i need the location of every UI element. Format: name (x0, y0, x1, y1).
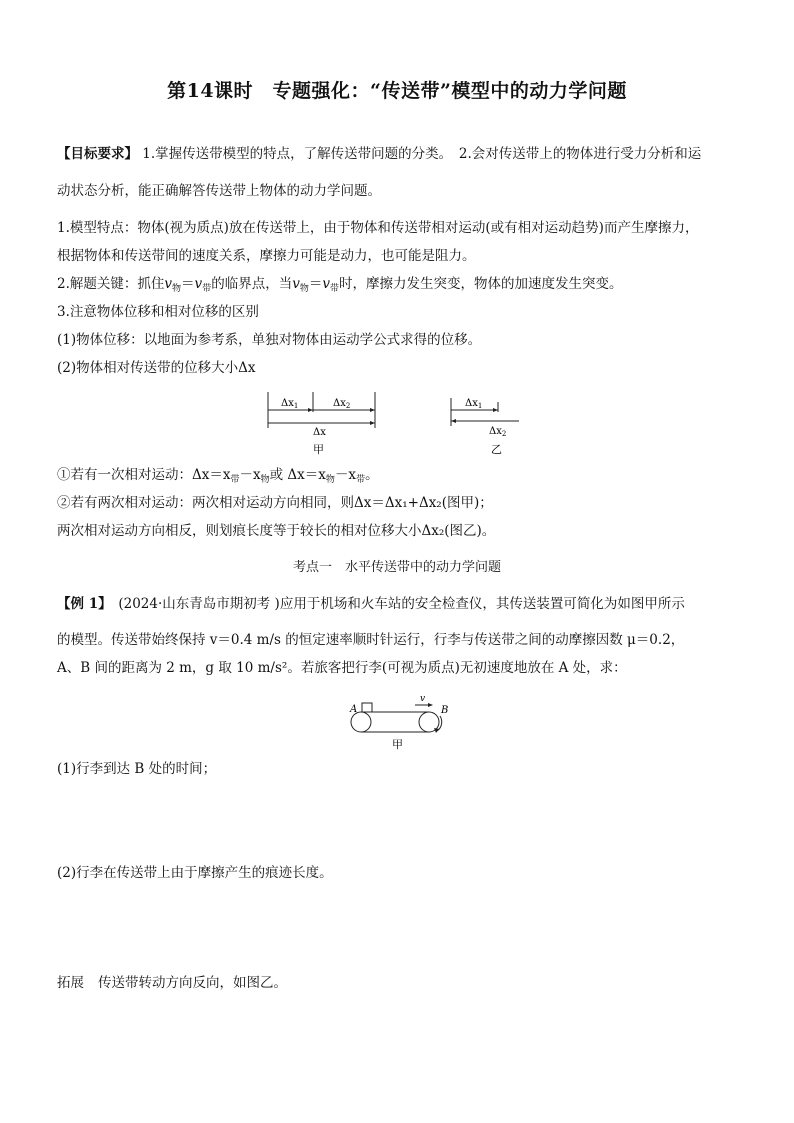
label-A: A (350, 704, 358, 715)
sub-wu: 物 (172, 284, 182, 294)
label-B: B (441, 705, 449, 716)
goal-line-1 (57, 145, 701, 163)
relative-2: ②若有两次相对运动：两次相对运动方向相同，则Δx＝Δx₁+Δx₂(图甲)； (57, 495, 493, 511)
label-v: v (420, 694, 426, 704)
example-line-2: 的模型。传送带始终保持 v＝0.4 m/s 的恒定速率顺时针运行，行李与传送带之间的动摩擦因数 μ＝0.2， (57, 632, 685, 648)
goal-line-2: 动状态分析，能正确解答传送带上物体的动力学问题。 (57, 183, 381, 199)
label-yi-dx1: $\Delta x_1$ (465, 398, 483, 410)
conveyor-figure (345, 690, 455, 752)
question-2: (2)行李在传送带上由于摩擦产生的痕迹长度。 (57, 865, 333, 881)
example-line-1 (57, 595, 685, 613)
example-line-3: A、B 间的距离为 2 m，g 取 10 m/s²。若旅客把行李(可视为质点)无初速度地放在 A 处，求： (57, 660, 627, 676)
eq-sign: ＝ (308, 276, 323, 292)
label-jia-2: 甲 (392, 738, 403, 751)
extension-line (57, 974, 287, 992)
var-v: v (322, 276, 330, 292)
section-heading: 考点一 水平传送带中的动力学问题 (292, 560, 501, 575)
point-2-post: 时，摩擦力发生突变，物体的加速度发生突变。 (339, 276, 623, 292)
point-2 (57, 275, 623, 298)
sub-dai: 带 (330, 284, 340, 294)
example-tag: 【例 1】 (57, 596, 105, 612)
point-2-mid: 的临界点，当 (211, 276, 293, 292)
figure-jia (268, 392, 375, 456)
extension-text: 传送带转动方向反向，如图乙。 (98, 975, 287, 991)
point-3a: (1)物体位移：以地面为参考系，单独对物体由运动学公式求得的位移。 (57, 332, 482, 348)
extension-tag: 拓展 (57, 975, 84, 991)
sub-wu: 物 (299, 284, 309, 294)
point-1b: 根据物体和传送带间的速度关系，摩擦力可能是动力，也可能是阻力。 (57, 248, 476, 264)
figure-yi (451, 398, 519, 456)
left-roller (351, 712, 371, 732)
example-text-1: (2024·山东青岛市期初考 )应用于机场和火车站的安全检查仪，其传送装置可简化为如图甲所示 (104, 596, 685, 612)
page-title: 第14课时 专题强化：“传送带”模型中的动力学问题 (167, 80, 627, 102)
relative-1: ①若有一次相对运动：$\Delta x=x_带-x_物$或 $\Delta x=x_物-x_带$。 (57, 467, 379, 485)
relative-displacement-figure (255, 390, 535, 462)
relative-3: 两次相对运动方向相反，则划痕长度等于较长的相对位移大小Δx₂(图乙)。 (57, 523, 496, 539)
label-yi-dx2: $\Delta x_2$ (489, 426, 507, 438)
label-dx: Δx (313, 427, 326, 438)
eq-sign: ＝ (181, 276, 195, 292)
point-1a: 1.模型特点：物体(视为质点)放在传送带上，由于物体和传送带相对运动(或有相对运动趋势)而产生摩擦力， (57, 220, 699, 236)
var-v: v (164, 276, 173, 292)
point-3b: (2)物体相对传送带的位移大小Δx (57, 360, 256, 376)
question-1: (1)行李到达 B 处的时间； (57, 761, 217, 777)
var-v: v (292, 276, 300, 292)
label-yi: 乙 (491, 443, 502, 456)
goal-text-1: 1.掌握传送带模型的特点，了解传送带问题的分类。 2.会对传送带上的物体进行受力分析和运 (142, 146, 702, 162)
label-dx2: $\Delta x_2$ (333, 398, 351, 410)
point-3: 3.注意物体位移和相对位移的区别 (57, 304, 259, 320)
goal-tag: 【目标要求】 (57, 146, 138, 162)
label-dx1: $\Delta x_1$ (281, 398, 299, 410)
sub-dai: 带 (202, 284, 212, 294)
luggage-box (362, 703, 372, 712)
var-v: v (194, 276, 203, 292)
point-2-pre: 2.解题关键：抓住 (57, 276, 165, 292)
label-jia: 甲 (313, 443, 324, 456)
